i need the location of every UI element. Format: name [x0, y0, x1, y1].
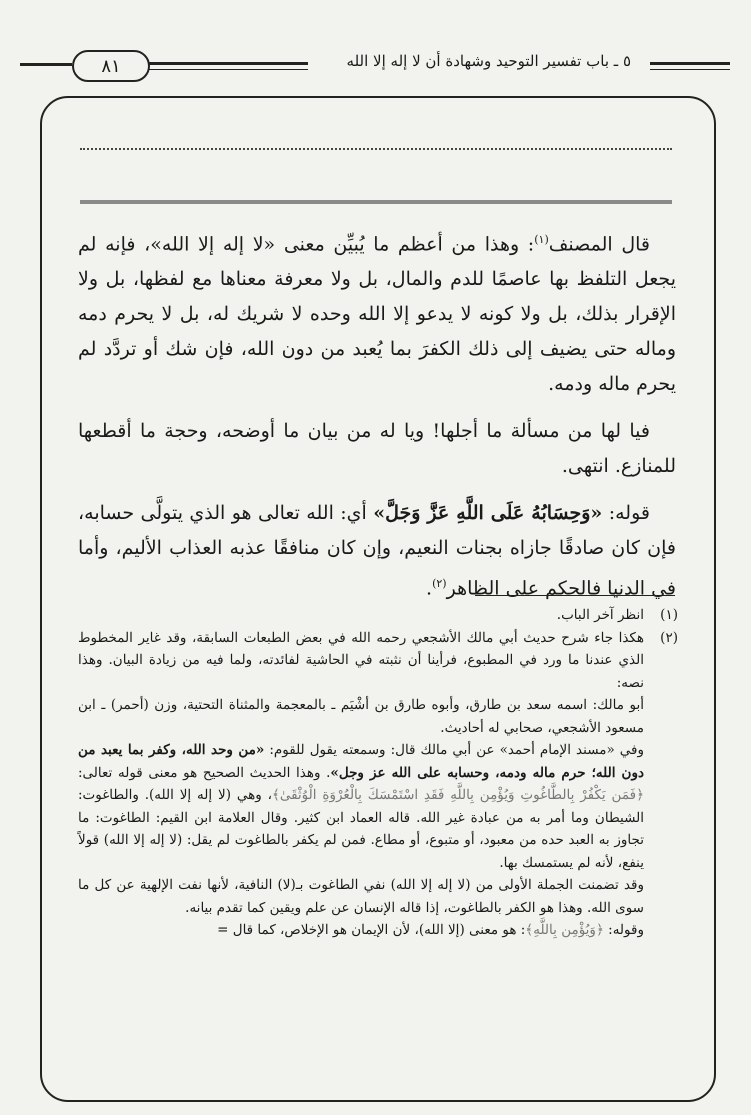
quran-verse-1: ﴿فَمَن يَكْفُرْ بِالطَّاغُوتِ وَيُؤْمِن بِاللَّهِ فَقَدِ اسْتَمْسَكَ بِالْعُرْوَةِ الْوُثْقَىٰ﴾ — [271, 787, 644, 803]
musnad-hadith: «من وحد الله، وكفر بما يعبد من دون الله؛ حرم ماله ودمه، وحسابه على الله عز وجل» — [78, 742, 644, 781]
musnad-lead: وفي «مسند الإمام أحمد» عن أبي مالك قال: وسمعته يقول للقوم: — [264, 742, 644, 758]
footnote-ref-1: (١) — [534, 233, 549, 246]
running-head: ٥ ـ باب تفسير التوحيد وشهادة أن لا إله إلا الله — [346, 52, 631, 70]
footnote-2-abu-malik: أبو مالك: اسمه سعد بن طارق، وأبوه طارق بن أشْيَم ـ بالمعجمة والمثناة التحتية، وزن (أحمر) ـ ابن مسعود الأشجعي، صحابي له أحاديث. — [78, 697, 644, 736]
footnote-1-text: انظر آخر الباب. — [556, 607, 644, 623]
footnote-rule — [475, 595, 675, 596]
footnote-2 — [78, 627, 678, 942]
footnote-2-tadammanat: وقد تضمنت الجملة الأولى من (لا إله إلا الله) نفي الطاغوت بـ(لا) النافية، لأنها نفت الإلهية عن كل ما سوى الله. وهذا هو الكفر بالطاغوت، إذا قاله الإنسان عن علم ويقين كما تقدم بيانه. — [78, 877, 644, 916]
header-rule-right — [650, 62, 730, 65]
taghut-text: ، وهي (لا إله إلا الله). والطاغوت: الشيطان وما أمر به من عبادة غير الله. قاله العماد ابن كثير. وقال العلامة ابن القيم: الطاغوت: ما تجاوز به العبد حده من معبود، أو متبوع، أو مطاع. فمن لم يكفر بالطاغوت لم يقل: (لا إله إلا الله) قولاً ينفع، لأنه لم يستمسك بها. — [78, 787, 644, 871]
musnad-body: . وهذا الحديث الصحيح هو معنى قوله تعالى: — [78, 764, 331, 781]
para3-end: . — [426, 577, 433, 600]
footnote-2-last — [78, 919, 644, 942]
header-rule-middle — [146, 62, 308, 65]
para3-lead: قوله: — [602, 502, 650, 525]
paragraph-1 — [78, 222, 676, 402]
last-body: : هو معنى (إلا الله)، لأن الإيمان هو الإخلاص، كما قال = — [217, 922, 526, 938]
main-text — [78, 222, 676, 619]
footnotes — [78, 604, 678, 942]
paragraph-2: فيا لها من مسألة ما أجلها! ويا له من بيان ما أوضحه، وحجة ما أقطعها للمنازع. انتهى. — [78, 420, 676, 478]
dotted-separator — [80, 148, 672, 150]
para3-body: أي: الله تعالى هو الذي يتولَّى حسابه، فإن كان صادقًا جازاه بجنات النعيم، وإن كان منافقًا عذبه العذاب الأليم، وأما في الدنيا فالحكم على الظاهر — [78, 502, 676, 600]
paragraph-3 — [78, 496, 676, 606]
section-separator — [80, 200, 672, 204]
header-rule-right-thin — [650, 69, 730, 70]
page-number: ٨١ — [72, 50, 150, 82]
footnote-ref-2: (٢) — [432, 577, 447, 591]
header-rule-left — [20, 63, 72, 66]
footnote-2-number: (٢) — [660, 629, 678, 646]
para1-body: : وهذا من أعظم ما يُبيِّن معنى «لا إله إلا الله»، فإنه لم يجعل التلفظ بها عاصمًا للدم والمال، بل ولا معرفة معناها مع لفظها، بل ولا الإقرار بذلك، بل ولا كونه لا يدعو إلا الله وحده لا شريك له، بل لا يحرم دمه وماله حتى يضيف إلى ذلك الكفرَ بما يُعبد من دون الله، فإن شك أو تردَّد لم يحرم ماله ودمه. — [78, 233, 676, 396]
footnote-2-musnad — [78, 739, 644, 874]
footnote-2-intro: هكذا جاء شرح حديث أبي مالك الأشجعي رحمه الله في بعض الطبعات السابقة، وقد غاير المخطوط الذي عندنا ما ورد في المطبوع، فرأينا أن نثبته في الحاشية لفائدته، ولما فيه من زيادة البيان. وهذا نصه: — [78, 629, 644, 691]
footnote-1 — [78, 604, 678, 627]
hadith-quote: «وَحِسَابُهُ عَلَى اللَّهِ عَزَّ وَجَلَّ» — [373, 502, 603, 525]
para1-lead: قال المصنف — [548, 233, 650, 256]
header-rule-middle-thin — [146, 69, 308, 70]
page-header — [0, 0, 751, 90]
last-lead: وقوله: — [603, 922, 644, 938]
quran-verse-2: ﴿وَيُؤْمِن بِاللَّهِ﴾ — [525, 922, 604, 938]
footnote-1-number: (١) — [660, 607, 678, 623]
